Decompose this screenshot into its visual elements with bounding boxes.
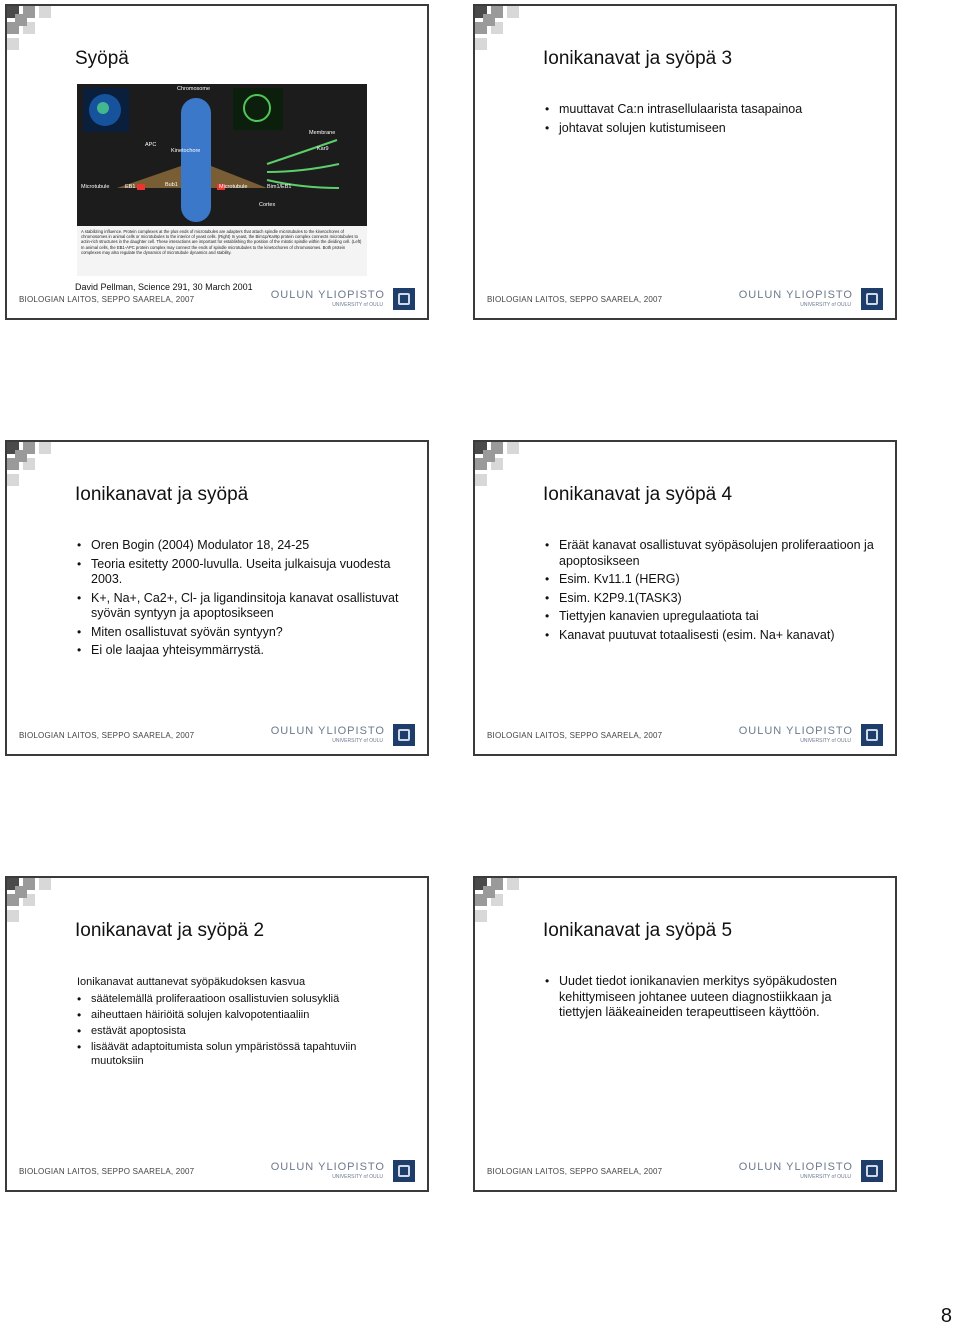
slide-title: Ionikanavat ja syöpä 5 <box>543 920 733 941</box>
decoration-square <box>15 450 27 462</box>
decoration-square <box>15 886 27 898</box>
decoration-square <box>39 878 51 890</box>
bullet-item: • Eräät kanavat osallistuvat syöpäsolujen proliferaatioon ja apoptosikseen <box>545 538 875 569</box>
bullet-item: • K+, Na+, Ca2+, Cl- ja ligandinsitoja kanavat osallistuvat syövän syntyyn ja apoptosikseen <box>77 591 407 622</box>
slide-ionikanavat <box>5 440 429 756</box>
figure-label: Microtubule <box>81 184 110 190</box>
figure-label: Bub1 <box>165 182 178 188</box>
decoration-square <box>39 442 51 454</box>
corner-decoration <box>475 6 535 66</box>
figure-label: Chromosome <box>177 86 211 92</box>
bullet-item: • Teoria esitetty 2000-luvulla. Useita julkaisuja vuodesta 2003. <box>77 557 407 588</box>
decoration-square <box>475 910 487 922</box>
figure-source: David Pellman, Science 291, 30 March 2001 <box>75 282 253 292</box>
figure-illustration <box>77 84 367 226</box>
bullet-item: • lisäävät adaptoitumista solun ympäristössä tapahtuviin muutoksiin <box>77 1040 407 1068</box>
bullet-item: • Uudet tiedot ionikanavien merkitys syöpäkudosten kehittymiseen johtanee uuteen diagnostiikkaan ja tiettyjen lääkeaineiden terapeuttiseen käyttöön. <box>545 974 875 1021</box>
bullet-item: • Tiettyjen kanavien upregulaatiota tai <box>545 609 875 625</box>
slide-title: Ionikanavat ja syöpä <box>75 484 249 505</box>
figure-label: Bim1/EB1 <box>267 184 292 190</box>
university-logo: OULUN YLIOPISTO UNIVERSITY of OULU <box>769 1160 887 1184</box>
figure-label: APC <box>145 142 157 148</box>
decoration-square <box>15 14 27 26</box>
page-number: 8 <box>940 1305 952 1327</box>
bullet-item: • aiheuttaen häiriöitä solujen kalvopotentiaaliin <box>77 1008 407 1022</box>
university-logo: OULUN YLIOPISTO UNIVERSITY of OULU <box>301 724 419 748</box>
bullet-item: • johtavat solujen kutistumiseen <box>545 121 875 137</box>
slide-title: Ionikanavat ja syöpä 3 <box>543 48 733 69</box>
decoration-square <box>7 38 19 50</box>
slide-footer: BIOLOGIAN LAITOS, SEPPO SAARELA, 2007 <box>19 1167 195 1176</box>
figure-label: EB1 <box>125 184 136 190</box>
slide-ionikanavat-4 <box>473 440 897 756</box>
bullet-list <box>545 102 875 139</box>
corner-decoration <box>7 6 67 66</box>
microtubule-figure <box>77 84 367 276</box>
decoration-square <box>475 38 487 50</box>
bullet-item: • Oren Bogin (2004) Modulator 18, 24-25 <box>77 538 407 554</box>
decoration-square <box>507 442 519 454</box>
corner-decoration <box>475 878 535 938</box>
slide-footer: BIOLOGIAN LAITOS, SEPPO SAARELA, 2007 <box>487 295 663 304</box>
figure-label: Membrane <box>309 130 336 136</box>
bullet-item: • Esim. K2P9.1(TASK3) <box>545 591 875 607</box>
corner-decoration <box>7 878 67 938</box>
slide-footer: BIOLOGIAN LAITOS, SEPPO SAARELA, 2007 <box>487 731 663 740</box>
decoration-square <box>39 6 51 18</box>
decoration-square <box>475 474 487 486</box>
bullet-item: • Miten osallistuvat syövän syntyyn? <box>77 625 407 641</box>
slide-title: Ionikanavat ja syöpä 2 <box>75 920 265 941</box>
figure-label: Cortex <box>259 202 276 208</box>
bullet-item: • estävät apoptosista <box>77 1024 407 1038</box>
decoration-square <box>483 450 495 462</box>
slide-syopa <box>5 4 429 320</box>
figure-label: Kinetochore <box>171 148 201 154</box>
bullet-item: • Kanavat puutuvat totaalisesti (esim. Na+ kanavat) <box>545 628 875 644</box>
slide-ionikanavat-3 <box>473 4 897 320</box>
bullet-item: • Ei ole laajaa yhteisymmärrystä. <box>77 643 407 659</box>
corner-decoration <box>7 442 67 502</box>
bullet-list <box>545 538 875 646</box>
slide-title: Syöpä <box>75 48 129 69</box>
university-logo: OULUN YLIOPISTO UNIVERSITY of OULU <box>769 724 887 748</box>
corner-decoration <box>475 442 535 502</box>
figure-caption-text: A stabilizing influence. Protein complexes at the plus ends of microtubules are adapters that attach spindle microtubules to the kinetochores of chromosomes in animal cells or microtubules to the interior of yeast cells. (Right) In yeast, the Bim1p/Kar9p protein complex connects microtubules to actin-rich structures in the daughter cell. These interactions are important for establishing the position of the mitotic spindle within the dividing cell. (Left) In animal cells, the EB1-APC protein complex may connect the ends of spindle microtubules to the kinetochores of chromosomes. Both protein complexes may also regulate the dynamics of microtubule dynamics and stability. <box>81 229 362 255</box>
bullet-list <box>545 974 875 1024</box>
slide-footer: BIOLOGIAN LAITOS, SEPPO SAARELA, 2007 <box>487 1167 663 1176</box>
slide-footer: BIOLOGIAN LAITOS, SEPPO SAARELA, 2007 <box>19 295 195 304</box>
decoration-square <box>483 14 495 26</box>
bullet-item: • Esim. Kv11.1 (HERG) <box>545 572 875 588</box>
figure-label: Kar9 <box>317 146 329 152</box>
decoration-square <box>507 878 519 890</box>
slide-title: Ionikanavat ja syöpä 4 <box>543 484 733 505</box>
decoration-square <box>483 886 495 898</box>
bullet-list <box>77 992 407 1070</box>
slide-footer: BIOLOGIAN LAITOS, SEPPO SAARELA, 2007 <box>19 731 195 740</box>
university-logo: OULUN YLIOPISTO UNIVERSITY of OULU <box>301 1160 419 1184</box>
bullet-list <box>77 538 407 662</box>
bullet-item: • muuttavat Ca:n intrasellulaarista tasapainoa <box>545 102 875 118</box>
slide-ionikanavat-2 <box>5 876 429 1192</box>
decoration-square <box>507 6 519 18</box>
university-logo: OULUN YLIOPISTO UNIVERSITY of OULU <box>769 288 887 312</box>
decoration-square <box>7 910 19 922</box>
university-logo: OULUN YLIOPISTO UNIVERSITY of OULU <box>301 288 419 312</box>
slide-ionikanavat-5 <box>473 876 897 1192</box>
slide-intro-text: Ionikanavat auttanevat syöpäkudoksen kasvua <box>77 976 306 988</box>
figure-label: Microtubule <box>219 184 248 190</box>
decoration-square <box>7 474 19 486</box>
bullet-item: • säätelemällä proliferaatioon osallistuvien solusykliä <box>77 992 407 1006</box>
